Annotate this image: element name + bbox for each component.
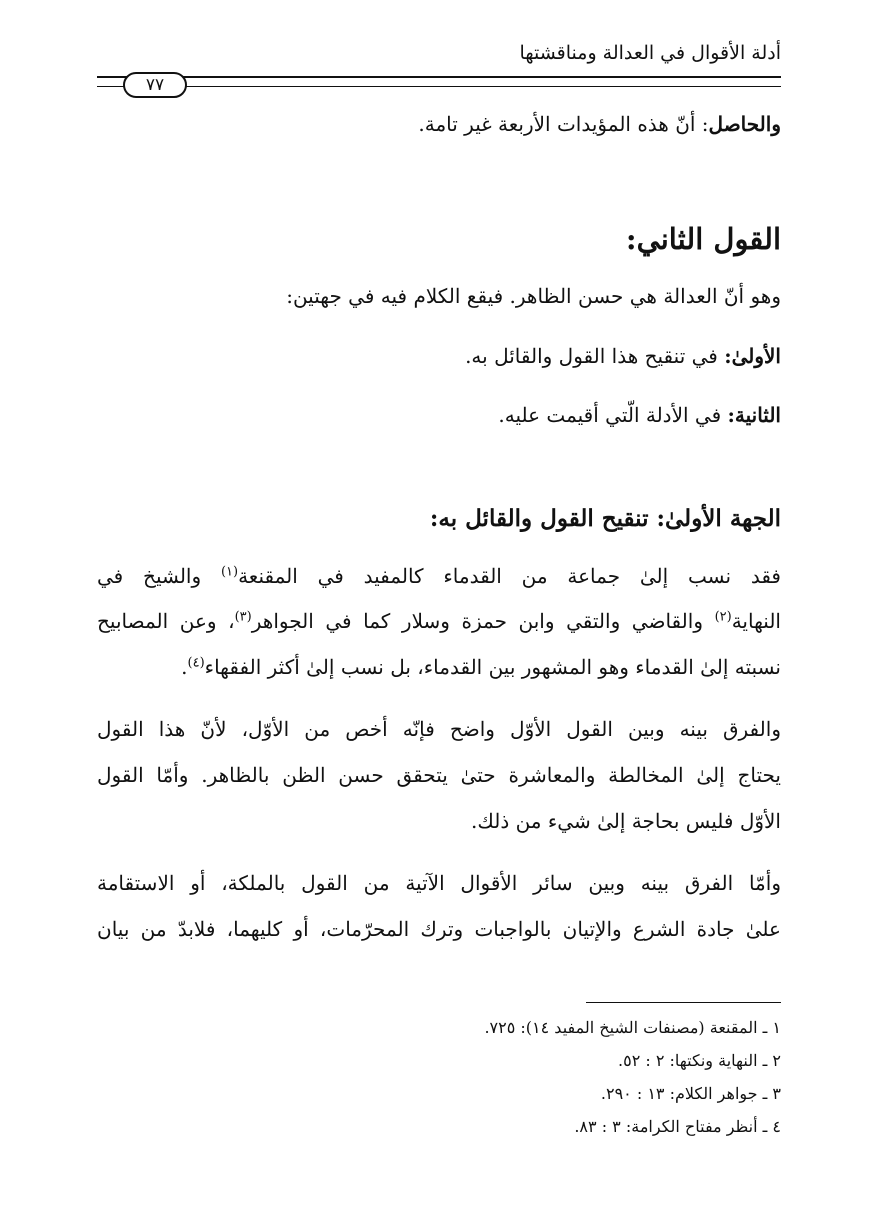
page-number: ٧٧	[123, 72, 187, 98]
running-header-title: أدلة الأقوال في العدالة ومناقشتها	[519, 42, 781, 64]
footnote-1: ١ ـ المقنعة (مصنفات الشيخ المفيد ١٤): ٧٢٥.	[484, 1018, 781, 1037]
p1-text-d: والقاضي والتقي وابن حمزة وسلار كما في الجواهر	[251, 609, 715, 633]
section-heading	[430, 505, 781, 532]
p1-text-e: ، وعن المصابيح	[97, 609, 235, 633]
p1-text-a: فقد نسب إلىٰ جماعة من القدماء كالمفيد في المقنعة	[238, 564, 781, 588]
footnote-ref-3[interactable]: (٣)	[234, 609, 252, 625]
p1-text-g: .	[181, 655, 188, 679]
header-rule-bottom	[97, 86, 781, 87]
footnote-3: ٣ ـ جواهر الكلام: ١٣ : ٢٩٠.	[600, 1084, 781, 1103]
intro-line: وهو أنّ العدالة هي حسن الظاهر. فيقع الكلام فيه في جهتين:	[286, 284, 781, 308]
second-aspect-text: في الأدلة الّتي أقيمت عليه.	[498, 403, 728, 427]
paragraph-2-line-1: والفرق بينه وبين القول الأوّل واضح فإنّه أخص من الأوّل، لأنّ هذا القول	[97, 717, 781, 741]
paragraph-3-line-2: علىٰ جادة الشرع والإتيان بالواجبات وترك المحرّمات، أو كليهما، فلابدّ من بيان	[97, 917, 781, 941]
first-aspect-text: في تنقيح هذا القول والقائل به.	[465, 344, 725, 368]
paragraph-1-line-1	[97, 564, 781, 588]
header-rule-top	[97, 76, 781, 78]
paragraph-1-line-2	[97, 609, 781, 633]
paragraph-3-line-1: وأمّا الفرق بينه وبين سائر الأقوال الآتية من القول بالملكة، أو الاستقامة	[97, 871, 781, 895]
footnote-separator	[586, 1002, 781, 1003]
p1-text-b: والشيخ في	[97, 564, 221, 588]
second-aspect-line	[498, 403, 781, 427]
first-aspect-line	[465, 344, 781, 368]
second-opinion-heading: القول الثاني:	[625, 222, 781, 256]
footnote-2: ٢ ـ النهاية ونكتها: ٢ : ٥٢.	[618, 1051, 781, 1070]
second-aspect-label: الثانية:	[727, 403, 781, 427]
paragraph-2-line-2: يحتاج إلىٰ المخالطة والمعاشرة حتىٰ يتحقق حسن الظن بالظاهر. وأمّا القول	[97, 763, 781, 787]
paragraph-1-line-3	[181, 655, 781, 679]
footnote-4: ٤ ـ أنظر مفتاح الكرامة: ٣ : ٨٣.	[574, 1117, 781, 1136]
first-aspect-label: الأولىٰ:	[724, 344, 781, 368]
conclusion-text: : أنّ هذه المؤيدات الأربعة غير تامة.	[418, 112, 709, 136]
section-heading-title: : تنقيح القول والقائل به:	[429, 505, 666, 532]
conclusion-line	[418, 112, 781, 136]
conclusion-label: والحاصل	[708, 112, 781, 136]
header-rule	[97, 72, 781, 98]
p1-text-f: نسبته إلىٰ القدماء وهو المشهور بين القدماء، بل نسب إلىٰ أكثر الفقهاء	[204, 655, 781, 679]
footnote-ref-4[interactable]: (٤)	[187, 655, 205, 671]
section-heading-label: الجهة الأولىٰ	[665, 505, 781, 532]
footnote-ref-2[interactable]: (٢)	[714, 609, 732, 625]
paragraph-2-line-3: الأوّل فليس بحاجة إلىٰ شيء من ذلك.	[471, 809, 781, 833]
p1-text-c: النهاية	[731, 609, 781, 633]
footnote-ref-1[interactable]: (١)	[220, 564, 239, 580]
